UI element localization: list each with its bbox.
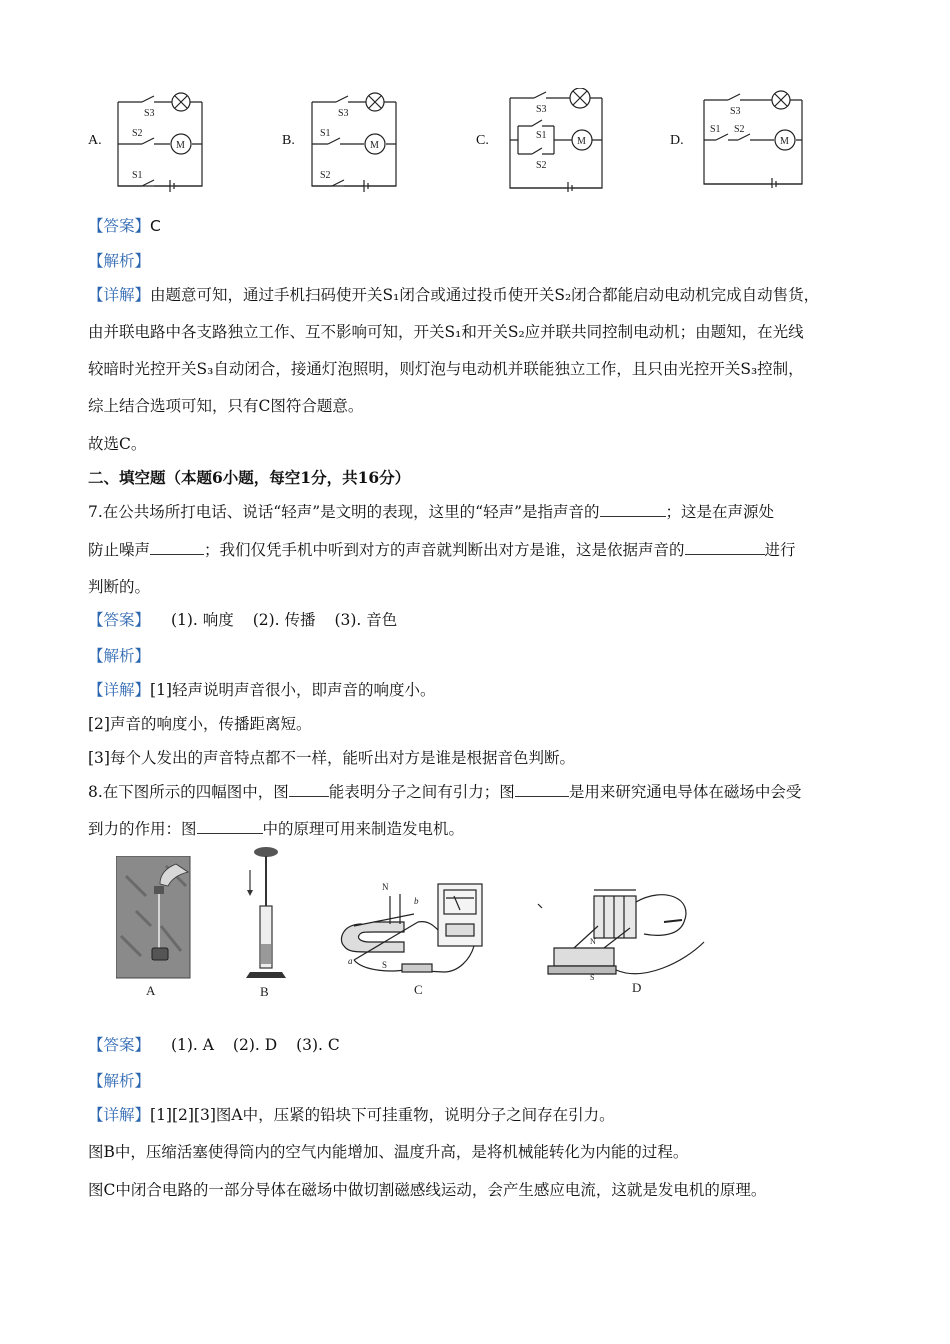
q7-detail-line-1 <box>88 678 435 700</box>
q8-answer <box>88 1033 354 1055</box>
svg-text:S: S <box>382 960 388 970</box>
q7-answer <box>88 608 411 630</box>
figure-c-generator <box>334 860 494 1000</box>
detail-text: 由题意可知，通过手机扫码使开关S₁闭合或通过投币使开关S₂闭合都能启动电动机完成自动售货， <box>150 286 820 304</box>
svg-text:B: B <box>260 984 269 998</box>
svg-text:S1: S1 <box>320 128 331 139</box>
svg-text:b: b <box>414 896 419 906</box>
svg-text:S3: S3 <box>536 104 547 115</box>
q7-text: ；我们仅凭手机中听到对方的声音就判断出对方是谁，这是依据声音的 <box>204 541 685 559</box>
q6-answer <box>88 214 161 236</box>
q8-detail-line-1 <box>88 1103 615 1125</box>
q7-stem-line-3: 判断的。 <box>88 578 151 596</box>
answer-tag: 【答案】 <box>88 217 151 235</box>
circuit-diagram-a <box>110 88 210 192</box>
answer-item: (2). D <box>232 1036 278 1054</box>
circuit-diagram-b <box>304 88 404 192</box>
q8-text: 中的原理可用来制造发电机。 <box>262 820 465 838</box>
q7-text: 7.在公共场所打电话、说话“轻声”是文明的表现，这里的“轻声”是指声音的 <box>88 503 600 521</box>
svg-text:S3: S3 <box>144 108 155 119</box>
svg-text:M: M <box>370 140 379 151</box>
q8-text: 能表明分子之间有引力；图 <box>328 783 515 801</box>
analysis-tag: 【解析】 <box>88 252 151 270</box>
detail-tag: 【详解】 <box>88 681 151 699</box>
svg-text:M: M <box>780 136 789 147</box>
answer-blank[interactable] <box>515 782 569 797</box>
q7-text: 防止噪声 <box>88 541 151 559</box>
section-title: 二、填空题（本题6小题，每空1分，共16分） <box>88 468 411 487</box>
detail-text: [1]轻声说明声音很小，即声音的响度小。 <box>150 681 436 699</box>
q7-stem-line-2 <box>88 538 796 560</box>
answer-blank[interactable] <box>685 540 765 555</box>
svg-text:S1: S1 <box>536 130 547 141</box>
q7-text: ；这是在声源处 <box>665 503 775 521</box>
svg-text:S3: S3 <box>730 106 741 117</box>
figure-a-lead-blocks <box>116 856 196 998</box>
figure-d-motor <box>534 882 714 998</box>
svg-text:S2: S2 <box>536 160 547 171</box>
q8-stem-line-2 <box>88 817 464 839</box>
answer-item: (2). 传播 <box>252 611 316 629</box>
circuit-diagram-d <box>698 88 810 188</box>
q7-detail-line-2: [2]声音的响度小，传播距离短。 <box>88 715 312 733</box>
answer-item: (1). A <box>170 1036 214 1054</box>
answer-item: (1). 响度 <box>170 611 234 629</box>
svg-text:A: A <box>146 983 156 998</box>
q6-detail-line-3: 较暗时光控开关S₃自动闭合，接通灯泡照明，则灯泡与电动机并联能独立工作，且只由光控开关S₃控制， <box>88 360 804 378</box>
q6-detail-line-1 <box>88 283 819 305</box>
option-label-c: C. <box>476 133 489 148</box>
answer-tag: 【答案】 <box>88 1036 151 1054</box>
detail-tag: 【详解】 <box>88 1106 151 1124</box>
q8-detail-line-3: 图C中闭合电路的一部分导体在磁场中做切割磁感线运动，会产生感应电流，这就是发电机的原理。 <box>88 1181 767 1199</box>
svg-text:S: S <box>590 973 595 982</box>
q6-conclusion: 故选C。 <box>88 435 147 453</box>
q8-detail-line-2: 图B中，压缩活塞使得筒内的空气内能增加、温度升高，是将机械能转化为内能的过程。 <box>88 1143 689 1161</box>
svg-text:S2: S2 <box>320 170 331 181</box>
svg-text:N: N <box>382 882 389 892</box>
svg-text:a: a <box>348 956 353 966</box>
analysis-tag: 【解析】 <box>88 1072 151 1090</box>
svg-text:C: C <box>414 982 423 997</box>
option-label-a: A. <box>88 133 102 148</box>
option-label-d: D. <box>670 133 684 148</box>
q7-stem-line-1 <box>88 500 774 522</box>
answer-blank[interactable] <box>197 819 263 834</box>
q6-detail-line-4: 综上结合选项可知，只有C图符合题意。 <box>88 397 364 415</box>
q8-text: 8.在下图所示的四幅图中，图 <box>88 783 289 801</box>
answer-item: (3). 音色 <box>334 611 398 629</box>
answer-blank[interactable] <box>289 782 329 797</box>
answer-tag: 【答案】 <box>88 611 151 629</box>
svg-text:S2: S2 <box>734 124 745 135</box>
svg-text:S2: S2 <box>132 128 143 139</box>
detail-text: [1][2][3]图A中，压紧的铅块下可挂重物，说明分子之间存在引力。 <box>150 1106 615 1124</box>
q7-detail-line-3: [3]每个人发出的声音特点都不一样，能听出对方是谁是根据音色判断。 <box>88 749 575 767</box>
analysis-tag: 【解析】 <box>88 647 151 665</box>
circuit-diagram-c <box>504 88 608 192</box>
answer-value: C <box>150 217 161 235</box>
svg-text:S3: S3 <box>338 108 349 119</box>
svg-text:S1: S1 <box>710 124 721 135</box>
q8-stem-line-1 <box>88 780 801 802</box>
q8-text: 到力的作用：图 <box>88 820 197 838</box>
detail-tag: 【详解】 <box>88 286 151 304</box>
svg-text:M: M <box>577 136 586 147</box>
q6-detail-line-2: 由并联电路中各支路独立工作、互不影响可知，开关S₁和开关S₂应并联共同控制电动机；由题知，在光线 <box>88 323 804 341</box>
q8-text: 是用来研究通电导体在磁场中会受 <box>568 783 802 801</box>
svg-text:D: D <box>632 980 642 995</box>
q7-text: 进行 <box>764 541 796 559</box>
svg-text:S1: S1 <box>132 170 143 181</box>
answer-item: (3). C <box>296 1036 340 1054</box>
answer-blank[interactable] <box>150 540 204 555</box>
option-label-b: B. <box>282 133 295 148</box>
figure-b-fire-syringe <box>240 846 292 998</box>
svg-text:N: N <box>590 937 596 946</box>
svg-text:M: M <box>176 140 185 151</box>
answer-blank[interactable] <box>600 502 666 517</box>
